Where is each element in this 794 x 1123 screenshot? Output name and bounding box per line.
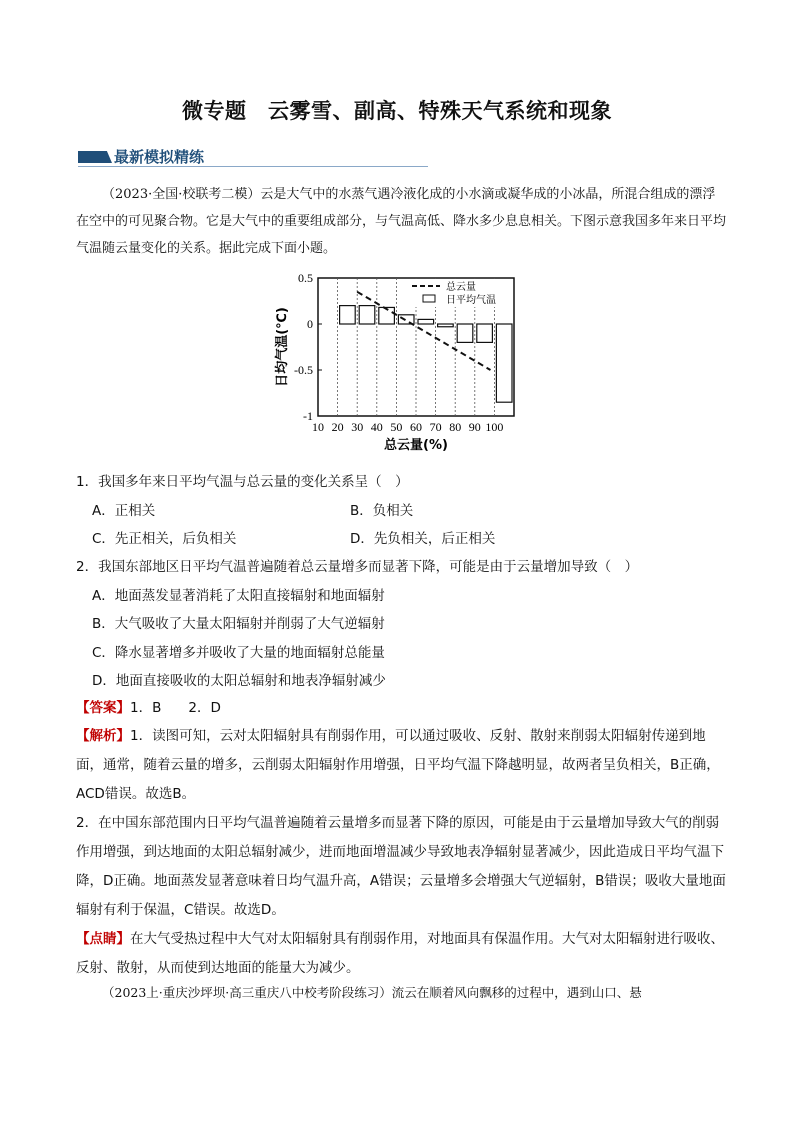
x-tick-label: 80 (449, 420, 462, 434)
analysis-1-text: 1．读图可知，云对太阳辐射具有削弱作用，可以通过吸收、反射、散射来削弱太阳辐射传递到地面，通常，随着云量的增多，云削弱太阳辐射作用增强，日平均气温下降越明显，故两者呈负相关，B正确，ACD错误。故选B。 (76, 728, 720, 802)
section-label: 最新模拟精练 (114, 148, 205, 166)
x-tick-label: 60 (410, 420, 422, 434)
tip-block (76, 925, 726, 983)
analysis-label: 【解析】 (76, 728, 130, 744)
page-title: 微专题 云雾雪、副高、特殊天气系统和现象 (182, 98, 612, 123)
q2-option-c: C．降水显著增多并吸收了大量的地面辐射总能量 (92, 645, 385, 661)
x-tick-label: 30 (351, 420, 364, 434)
temperature-bar (477, 324, 493, 342)
x-tick-label: 50 (390, 420, 403, 434)
analysis-1 (76, 722, 726, 809)
tip-text: 在大气受热过程中大气对太阳辐射具有削弱作用，对地面具有保温作用。大气对太阳辐射进行吸收、反射、散射，从而使到达地面的能量大为减少。 (76, 931, 724, 976)
temperature-bar (438, 324, 454, 327)
x-tick-label: 20 (331, 420, 344, 434)
x-tick-label: 70 (429, 420, 442, 434)
section-bar-icon (78, 151, 112, 163)
answer-line (76, 694, 726, 723)
legend-bar-icon (423, 295, 435, 302)
q1-option-c: C．先正相关，后负相关 (92, 531, 237, 547)
section-divider (78, 166, 428, 167)
y-tick-label: -1 (303, 409, 313, 423)
intro-paragraph: （2023·全国·校联考二模）云是大气中的水蒸气遇冷液化成的小水滴或凝华成的小冰晶，所混合组成的漂浮在空中的可见聚合物。它是大气中的重要组成部分，与气温高低、降水多少息息相关。下图示意我国多年来日平均气温随云量变化的关系。据此完成下面小题。 (76, 187, 727, 256)
x-tick-label: 90 (468, 420, 481, 434)
y-tick-label: 0 (307, 317, 313, 331)
question-2-stem: 2．我国东部地区日平均气温普遍随着总云量增多而显著下降，可能是由于云量增加导致（ ） (76, 559, 639, 575)
q2-option-b: B．大气吸收了大量太阳辐射并削弱了大气逆辐射 (92, 616, 385, 632)
temperature-bar (457, 324, 473, 342)
analysis-2: 2．在中国东部范围内日平均气温普遍随着云量增多而显著下降的原因，可能是由于云量增加导致大气的削弱作用增强，到达地面的太阳总辐射减少，进而地面增温减少导致地表净辐射显著减少，因此造成日平均气温下降，D正确。地面蒸发显著意味着日均气温升高，A错误；云量增多会增强大气逆辐射，B错误；吸收大量地面辐射有利于保温，C错误。故选D。 (76, 815, 726, 918)
y-tick-label: 0.5 (298, 271, 313, 285)
x-tick-label: 10 (312, 420, 324, 434)
x-tick-label: 100 (485, 420, 504, 434)
temperature-bar (496, 324, 512, 402)
question-1-stem: 1．我国多年来日平均气温与总云量的变化关系呈（ ） (76, 474, 409, 490)
q1-option-a: A．正相关 (92, 503, 156, 519)
x-axis-label: 总云量(%) (384, 438, 448, 453)
section-header (78, 146, 428, 168)
y-tick-label: -0.5 (294, 363, 313, 377)
tip-label: 【点睛】 (76, 931, 130, 947)
answer-text: 1．B 2．D (130, 700, 221, 716)
temperature-bar (359, 306, 375, 324)
y-axis-label: 日均气温(℃) (275, 307, 290, 387)
legend-label: 总云量 (446, 282, 476, 293)
temperature-bar (418, 319, 434, 324)
temperature-cloud-chart (270, 266, 530, 458)
q1-option-b: B．负相关 (350, 503, 414, 519)
answer-label: 【答案】 (76, 700, 130, 716)
legend-label: 日平均气温 (446, 295, 496, 306)
q2-option-a: A．地面蒸发显著消耗了太阳直接辐射和地面辐射 (92, 588, 385, 604)
next-question-intro: （2023上·重庆沙坪坝·高三重庆八中校考阶段练习）流云在顺着风向飘移的过程中，遇到山口、悬 (102, 985, 642, 1000)
q1-option-d: D．先负相关，后正相关 (350, 531, 496, 547)
q2-option-d: D．地面直接吸收的太阳总辐射和地表净辐射减少 (92, 673, 386, 689)
x-tick-label: 40 (370, 420, 383, 434)
temperature-bar (340, 306, 356, 324)
